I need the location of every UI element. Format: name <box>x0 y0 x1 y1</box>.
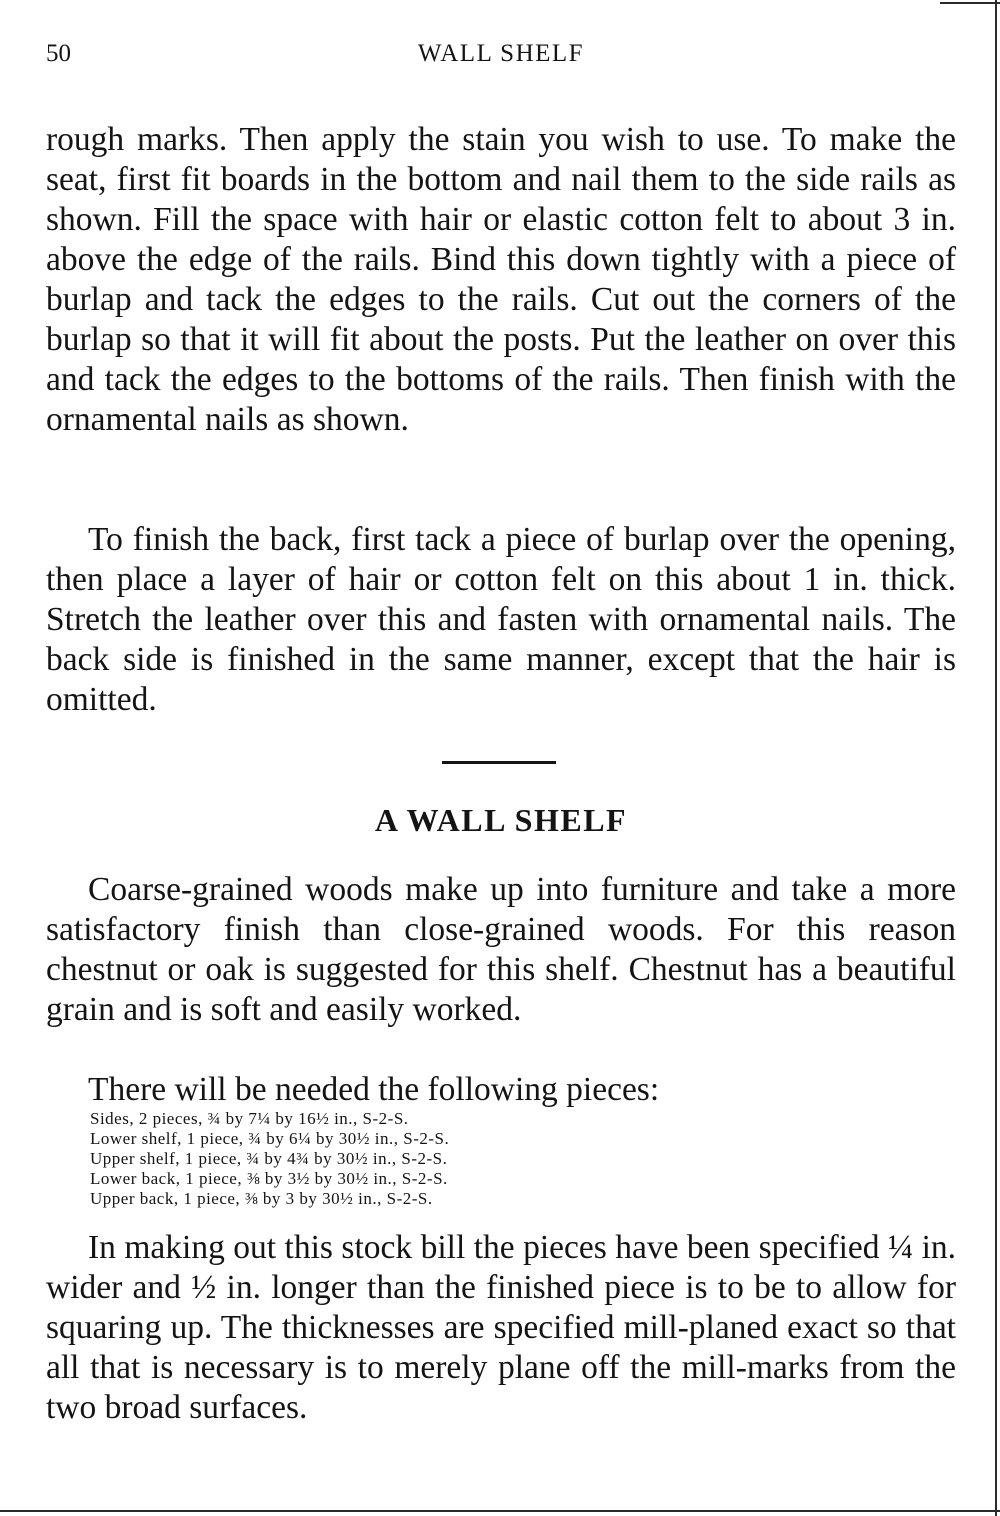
paragraph-text: rough marks. Then apply the stain you wish to use. To make the seat, first fit boards in the bottom and nail them to the side rails as shown. Fill the space with hair or elastic cotton felt to about 3 in. above the edge of the rails. Bind this down tightly with a piece of burlap and tack the edges to the rails. Cut out the corners of the burlap so that it will fit about the posts. Put the leather on over this and tack the edges to the bottoms of the rails. Then finish with the ornamental nails as shown. <box>46 121 956 438</box>
paragraph-text: To finish the back, first tack a piece of burlap over the opening, then place a layer of hair or cotton felt on this about 1 in. thick. Stretch the leather over this and fasten with ornamental nails. The back side is finished in the same manner, except that the hair is omitted. <box>46 521 956 718</box>
paragraph-list-intro <box>46 1070 956 1110</box>
page-border-bottom <box>0 1510 1000 1512</box>
section-divider-rule <box>442 761 556 764</box>
page-border-right <box>995 0 997 1516</box>
paragraph-intro <box>46 870 956 1030</box>
paragraph-text: There will be needed the following pieces: <box>88 1071 660 1108</box>
stock-list-item: Upper shelf, 1 piece, ¾ by 4¾ by 30½ in., S-2-S. <box>90 1149 448 1168</box>
section-heading: A WALL SHELF <box>374 802 628 838</box>
paragraph-closing <box>46 1228 956 1428</box>
stock-list-item: Lower back, 1 piece, ⅜ by 3½ by 30½ in., S-2-S. <box>90 1169 448 1188</box>
paragraph-back-instructions <box>46 520 956 720</box>
page-number: 50 <box>46 40 71 67</box>
stock-list-item: Lower shelf, 1 piece, ¾ by 6¼ by 30½ in., S-2-S. <box>90 1129 450 1148</box>
paragraph-text: Coarse-grained woods make up into furniture and take a more satisfactory finish than close-grained woods. For this reason chestnut or oak is suggested for this shelf. Chestnut has a beautiful grain and is soft and easily worked. <box>46 871 956 1028</box>
running-title: WALL SHELF <box>417 40 585 67</box>
page-header <box>46 40 956 76</box>
paragraph-text: In making out this stock bill the pieces have been specified ¼ in. wider and ½ in. longer than the finished piece is to be to allow for squaring up. The thicknesses are specified mill-planed exact so that all that is necessary is to merely plane off the mill-marks from the two broad surfaces. <box>46 1229 956 1426</box>
stock-list-item: Sides, 2 pieces, ¾ by 7¼ by 16½ in., S-2-S. <box>90 1109 409 1128</box>
paragraph-seat-instructions <box>46 120 956 440</box>
stock-bill-list <box>90 1109 890 1209</box>
stock-list-item: Upper back, 1 piece, ⅜ by 3 by 30½ in., S-2-S. <box>90 1189 433 1208</box>
page-border-top <box>940 2 1000 4</box>
